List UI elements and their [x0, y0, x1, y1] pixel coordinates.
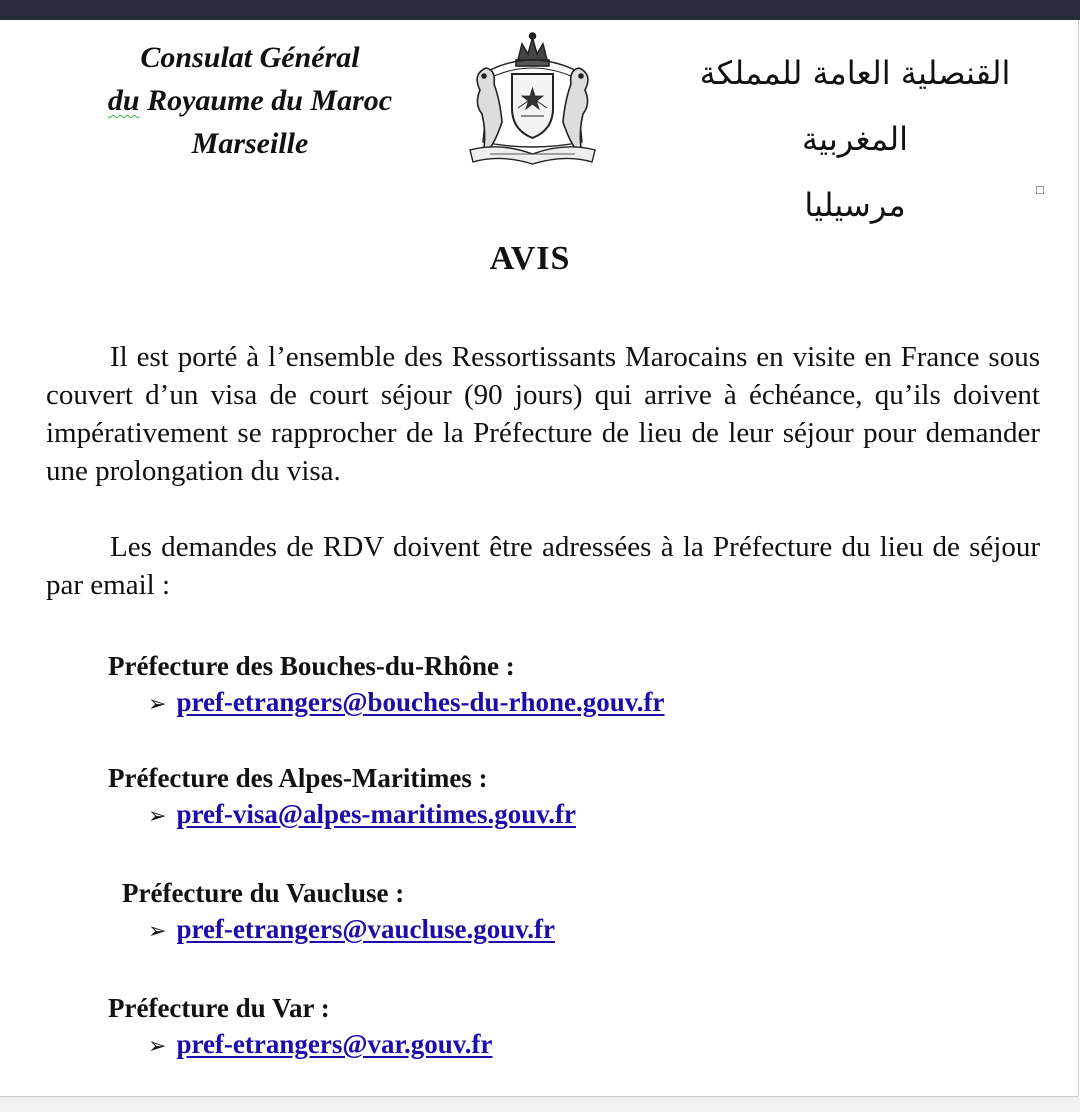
- prefecture-item: [108, 990, 1008, 1065]
- notice-title: AVIS: [489, 240, 571, 277]
- consulate-header-arabic: [660, 40, 1050, 238]
- arrow-bullet-icon: ➢: [148, 804, 167, 829]
- arrow-bullet-icon: ➢: [148, 692, 167, 717]
- header-arabic-line-2: مرسيليا: [804, 186, 906, 224]
- header-french-line-1: Consulat Général: [140, 41, 360, 74]
- prefecture-name: Préfecture des Bouches-du-Rhône :: [108, 651, 515, 681]
- prefecture-email-row: [108, 684, 1008, 723]
- prefecture-email-link[interactable]: pref-etrangers@bouches-du-rhone.gouv.fr: [176, 687, 665, 717]
- header-arabic-line-1: القنصلية العامة للمملكة المغربية: [699, 54, 1011, 158]
- header-french-line-2: [60, 79, 440, 122]
- notice-paragraph-1: Il est porté à l’ensemble des Ressortissants Marocains en visite en France sous couvert d’un visa de court séjour (90 jours) qui arrive à échéance, qu’ils doivent impérativement se rapprocher de la Préfecture de lieu de leur séjour pour demander une prolongation du visa.: [46, 341, 1040, 487]
- arrow-bullet-icon: ➢: [148, 1034, 167, 1059]
- prefecture-email-link[interactable]: pref-visa@alpes-maritimes.gouv.fr: [176, 799, 576, 829]
- top-status-bar: [0, 0, 1080, 20]
- consulate-header-french: [60, 36, 440, 165]
- prefecture-email-link[interactable]: pref-etrangers@vaucluse.gouv.fr: [176, 914, 555, 944]
- prefecture-email-row: [108, 1026, 1008, 1065]
- prefecture-name: Préfecture du Var :: [108, 993, 330, 1023]
- arrow-bullet-icon: ➢: [148, 919, 167, 944]
- header-french-line-3: Marseille: [191, 127, 309, 160]
- prefecture-item: [108, 648, 1008, 723]
- spellcheck-word: du: [107, 84, 140, 117]
- prefecture-item: [122, 875, 1022, 950]
- prefecture-email-row: [122, 911, 1022, 950]
- prefecture-name: Préfecture du Vaucluse :: [122, 878, 405, 908]
- notice-paragraph-2: Les demandes de RDV doivent être adressées à la Préfecture du lieu de séjour par email :: [46, 531, 1040, 601]
- prefecture-email-row: [108, 796, 1008, 835]
- bottom-strip: [0, 1097, 1080, 1112]
- prefecture-email-link[interactable]: pref-etrangers@var.gouv.fr: [176, 1029, 493, 1059]
- prefecture-name: Préfecture des Alpes-Maritimes :: [108, 763, 488, 793]
- resize-handle-icon[interactable]: [1036, 186, 1044, 194]
- moroccan-coat-of-arms-icon: [460, 30, 605, 170]
- prefecture-item: [108, 760, 1008, 835]
- header-french-line-2-rest: Royaume du Maroc: [147, 84, 393, 117]
